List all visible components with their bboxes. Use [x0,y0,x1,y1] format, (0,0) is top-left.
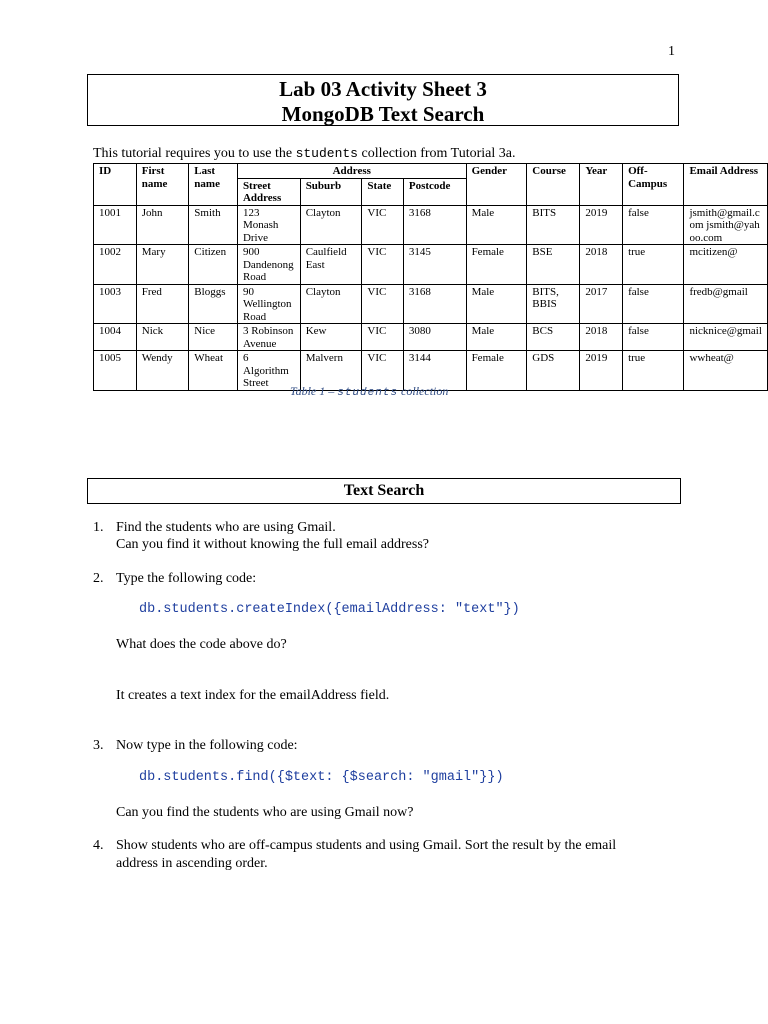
cell-id: 1002 [94,245,137,285]
header-address: Address [237,164,466,179]
cell-state: VIC [362,245,403,285]
item-3-line-1: Now type in the following code: [116,738,298,753]
header-state: State [362,178,403,205]
table-caption [290,384,448,399]
cell-off-campus: false [623,324,684,351]
header-street: Street Address [237,178,300,205]
item-2-line-1: Type the following code: [116,571,257,586]
cell-off-campus: false [623,205,684,245]
cell-id: 1001 [94,205,137,245]
item-3-number: 3. [93,738,104,753]
cell-first-name: Mary [136,245,189,285]
cell-last-name: Citizen [189,245,238,285]
caption-collection: students [337,387,399,399]
header-id: ID [94,164,137,206]
item-2-code: db.students.createIndex({emailAddress: "text"}) [139,602,520,617]
cell-year: 2017 [580,284,623,324]
cell-street: 3 Robinson Avenue [237,324,300,351]
cell-email: jsmith@gmail.com jsmith@yahoo.com [684,205,768,245]
cell-last-name: Bloggs [189,284,238,324]
cell-state: VIC [362,324,403,351]
cell-year: 2019 [580,351,623,391]
cell-last-name: Wheat [189,351,238,391]
cell-postcode: 3145 [403,245,466,285]
item-4-line-1: Show students who are off-campus students and using Gmail. Sort the result by the email [116,838,617,853]
cell-state: VIC [362,205,403,245]
cell-street: 6 Algorithm Street [237,351,300,391]
cell-first-name: John [136,205,189,245]
cell-last-name: Smith [189,205,238,245]
cell-email: nicknice@gmail [684,324,768,351]
cell-first-name: Fred [136,284,189,324]
table-row [94,205,768,245]
cell-course: BITS, BBIS [527,284,580,324]
intro-after: collection from Tutorial 3a. [358,146,516,161]
caption-suffix: collection [398,384,449,398]
cell-year: 2018 [580,324,623,351]
item-3-question: Can you find the students who are using Gmail now? [116,805,414,820]
header-last-name: Last name [189,164,238,206]
cell-off-campus: true [623,245,684,285]
header-suburb: Suburb [300,178,362,205]
table-row [94,245,768,285]
header-year: Year [580,164,623,206]
cell-street: 123 Monash Drive [237,205,300,245]
cell-suburb: Malvern [300,351,362,391]
header-email: Email Address [684,164,768,206]
page-number: 1 [668,44,675,59]
cell-street: 900 Dandenong Road [237,245,300,285]
cell-off-campus: false [623,284,684,324]
cell-id: 1004 [94,324,137,351]
intro-collection: students [295,146,358,161]
cell-street: 90 Wellington Road [237,284,300,324]
header-first-name: First name [136,164,189,206]
cell-postcode: 3168 [403,284,466,324]
cell-email: mcitizen@ [684,245,768,285]
cell-course: BITS [527,205,580,245]
item-3-code: db.students.find({$text: {$search: "gmail"}}) [139,770,504,785]
cell-year: 2018 [580,245,623,285]
title-line-1: Lab 03 Activity Sheet 3 [279,77,487,101]
section-title: Text Search [87,478,681,504]
cell-course: BSE [527,245,580,285]
cell-course: GDS [527,351,580,391]
cell-off-campus: true [623,351,684,391]
cell-suburb: Kew [300,324,362,351]
cell-gender: Male [466,324,527,351]
intro-before: This tutorial requires you to use the [93,146,296,161]
item-2-answer: It creates a text index for the emailAddress field. [116,688,390,703]
cell-gender: Female [466,245,527,285]
table-row [94,324,768,351]
intro-text [93,146,515,162]
header-off-campus: Off-Campus [623,164,684,206]
cell-state: VIC [362,284,403,324]
cell-email: wwheat@ [684,351,768,391]
item-1-number: 1. [93,520,104,535]
header-postcode: Postcode [403,178,466,205]
cell-gender: Male [466,205,527,245]
cell-year: 2019 [580,205,623,245]
cell-suburb: Clayton [300,205,362,245]
cell-suburb: Clayton [300,284,362,324]
cell-email: fredb@gmail [684,284,768,324]
item-1-line-2: Can you find it without knowing the full email address? [116,537,430,552]
cell-gender: Male [466,284,527,324]
cell-id: 1003 [94,284,137,324]
header-course: Course [527,164,580,206]
header-gender: Gender [466,164,527,206]
cell-last-name: Nice [189,324,238,351]
title-line-2: MongoDB Text Search [281,102,485,126]
cell-id: 1005 [94,351,137,391]
cell-postcode: 3168 [403,205,466,245]
item-2-question: What does the code above do? [116,637,287,652]
students-table [93,163,768,391]
cell-course: BCS [527,324,580,351]
cell-first-name: Wendy [136,351,189,391]
cell-first-name: Nick [136,324,189,351]
item-4-number: 4. [93,838,104,853]
caption-prefix: Table 1 – [290,384,338,398]
cell-state: VIC [362,351,403,391]
item-2-number: 2. [93,571,104,586]
cell-gender: Female [466,351,527,391]
cell-postcode: 3080 [403,324,466,351]
cell-suburb: Caulfield East [300,245,362,285]
item-1-line-1: Find the students who are using Gmail. [116,520,336,535]
title-box [87,74,679,126]
table-row [94,284,768,324]
item-4-line-2: address in ascending order. [116,856,268,871]
cell-postcode: 3144 [403,351,466,391]
